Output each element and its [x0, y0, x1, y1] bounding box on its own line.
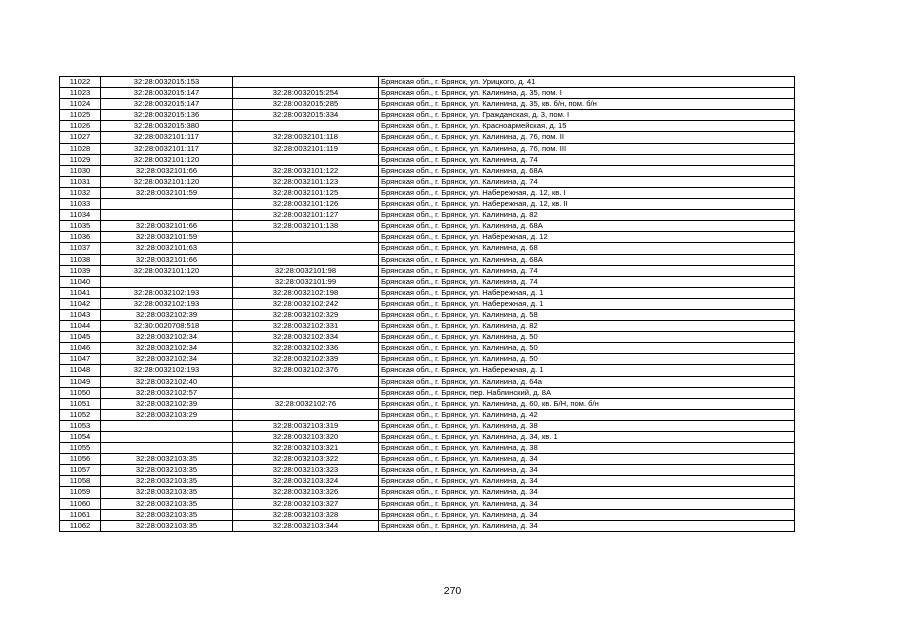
object-cadastral-number-cell: [233, 77, 379, 88]
row-number-cell: 11042: [60, 298, 101, 309]
register-table-body: [60, 77, 795, 532]
object-cadastral-number-cell: 32:28:0032103:320: [233, 432, 379, 443]
address-cell: Брянская обл., г. Брянск, ул. Калинина, д. 74: [379, 176, 795, 187]
land-cadastral-number-cell: 32:28:0032101:66: [101, 221, 233, 232]
land-cadastral-number-cell: 32:30:0020708:518: [101, 321, 233, 332]
row-number-cell: 11059: [60, 487, 101, 498]
object-cadastral-number-cell: 32:28:0032101:98: [233, 265, 379, 276]
land-cadastral-number-cell: 32:28:0032101:66: [101, 165, 233, 176]
object-cadastral-number-cell: 32:28:0032103:322: [233, 454, 379, 465]
land-cadastral-number-cell: [101, 420, 233, 431]
object-cadastral-number-cell: 32:28:0032015:285: [233, 99, 379, 110]
land-cadastral-number-cell: 32:28:0032101:59: [101, 187, 233, 198]
row-number-cell: 11039: [60, 265, 101, 276]
land-cadastral-number-cell: 32:28:0032103:29: [101, 409, 233, 420]
address-cell: Брянская обл., г. Брянск, ул. Калинина, д. 82: [379, 321, 795, 332]
land-cadastral-number-cell: 32:28:0032101:120: [101, 176, 233, 187]
object-cadastral-number-cell: 32:28:0032103:328: [233, 509, 379, 520]
address-cell: Брянская обл., г. Брянск, ул. Калинина, д. 38: [379, 420, 795, 431]
address-cell: Брянская обл., г. Брянск, ул. Калинина, д. 76, пом. III: [379, 143, 795, 154]
table-row: [60, 154, 795, 165]
table-row: [60, 343, 795, 354]
address-cell: Брянская обл., г. Брянск, ул. Красноармейская, д. 15: [379, 121, 795, 132]
row-number-cell: 11034: [60, 210, 101, 221]
object-cadastral-number-cell: [233, 154, 379, 165]
address-cell: Брянская обл., г. Брянск, ул. Калинина, д. 68А: [379, 165, 795, 176]
address-cell: Брянская обл., г. Брянск, ул. Урицкого, д. 41: [379, 77, 795, 88]
table-row: [60, 376, 795, 387]
row-number-cell: 11025: [60, 110, 101, 121]
land-cadastral-number-cell: 32:28:0032101:117: [101, 143, 233, 154]
object-cadastral-number-cell: 32:28:0032101:138: [233, 221, 379, 232]
address-cell: Брянская обл., г. Брянск, ул. Калинина, д. 35, кв. б/н, пом. б/н: [379, 99, 795, 110]
page-number: 270: [443, 585, 462, 597]
land-cadastral-number-cell: 32:28:0032102:34: [101, 343, 233, 354]
table-row: [60, 88, 795, 99]
table-row: [60, 354, 795, 365]
land-cadastral-number-cell: 32:28:0032015:136: [101, 110, 233, 121]
table-row: [60, 309, 795, 320]
address-cell: Брянская обл., г. Брянск, ул. Набережная, д. 12: [379, 232, 795, 243]
land-cadastral-number-cell: 32:28:0032102:193: [101, 287, 233, 298]
table-row: [60, 420, 795, 431]
row-number-cell: 11028: [60, 143, 101, 154]
object-cadastral-number-cell: 32:28:0032102:242: [233, 298, 379, 309]
table-row: [60, 298, 795, 309]
table-row: [60, 110, 795, 121]
row-number-cell: 11022: [60, 77, 101, 88]
table-row: [60, 176, 795, 187]
land-cadastral-number-cell: 32:28:0032102:34: [101, 332, 233, 343]
row-number-cell: 11062: [60, 520, 101, 531]
row-number-cell: 11038: [60, 254, 101, 265]
object-cadastral-number-cell: [233, 409, 379, 420]
row-number-cell: 11047: [60, 354, 101, 365]
address-cell: Брянская обл., г. Брянск, ул. Набережная, д. 12, кв. I: [379, 187, 795, 198]
table-row: [60, 221, 795, 232]
land-cadastral-number-cell: 32:28:0032101:120: [101, 265, 233, 276]
table-row: [60, 387, 795, 398]
object-cadastral-number-cell: [233, 121, 379, 132]
address-cell: Брянская обл., г. Брянск, ул. Калинина, д. 60, кв. Б/Н, пом. б/н: [379, 398, 795, 409]
address-cell: Брянская обл., г. Брянск, ул. Калинина, д. 42: [379, 409, 795, 420]
row-number-cell: 11046: [60, 343, 101, 354]
address-cell: Брянская обл., г. Брянск, пер. Наблинский, д. 8А: [379, 387, 795, 398]
row-number-cell: 11056: [60, 454, 101, 465]
land-cadastral-number-cell: [101, 199, 233, 210]
object-cadastral-number-cell: 32:28:0032102:329: [233, 309, 379, 320]
address-cell: Брянская обл., г. Брянск, ул. Калинина, д. 34: [379, 476, 795, 487]
land-cadastral-number-cell: 32:28:0032015:380: [101, 121, 233, 132]
address-cell: Брянская обл., г. Брянск, ул. Калинина, д. 68А: [379, 254, 795, 265]
row-number-cell: 11054: [60, 432, 101, 443]
table-row: [60, 332, 795, 343]
object-cadastral-number-cell: 32:28:0032103:323: [233, 465, 379, 476]
row-number-cell: 11035: [60, 221, 101, 232]
land-cadastral-number-cell: 32:28:0032102:193: [101, 298, 233, 309]
row-number-cell: 11061: [60, 509, 101, 520]
table-row: [60, 276, 795, 287]
address-cell: Брянская обл., г. Брянск, ул. Калинина, д. 50: [379, 332, 795, 343]
object-cadastral-number-cell: 32:28:0032101:123: [233, 176, 379, 187]
table-row: [60, 287, 795, 298]
land-cadastral-number-cell: 32:28:0032101:63: [101, 243, 233, 254]
row-number-cell: 11057: [60, 465, 101, 476]
address-cell: Брянская обл., г. Брянск, ул. Калинина, д. 34: [379, 465, 795, 476]
row-number-cell: 11045: [60, 332, 101, 343]
address-cell: Брянская обл., г. Брянск, ул. Набережная, д. 1: [379, 365, 795, 376]
address-cell: Брянская обл., г. Брянск, ул. Калинина, д. 35, пом. I: [379, 88, 795, 99]
row-number-cell: 11050: [60, 387, 101, 398]
table-row: [60, 476, 795, 487]
object-cadastral-number-cell: [233, 254, 379, 265]
table-row: [60, 265, 795, 276]
object-cadastral-number-cell: 32:28:0032103:319: [233, 420, 379, 431]
address-cell: Брянская обл., г. Брянск, ул. Калинина, д. 68: [379, 243, 795, 254]
land-cadastral-number-cell: 32:28:0032101:59: [101, 232, 233, 243]
address-cell: Брянская обл., г. Брянск, ул. Гражданская, д. 3, пом. I: [379, 110, 795, 121]
row-number-cell: 11053: [60, 420, 101, 431]
row-number-cell: 11052: [60, 409, 101, 420]
address-cell: Брянская обл., г. Брянск, ул. Набережная, д. 1: [379, 287, 795, 298]
row-number-cell: 11037: [60, 243, 101, 254]
table-row: [60, 520, 795, 531]
address-cell: Брянская обл., г. Брянск, ул. Калинина, д. 34: [379, 487, 795, 498]
row-number-cell: 11026: [60, 121, 101, 132]
object-cadastral-number-cell: 32:28:0032101:126: [233, 199, 379, 210]
table-row: [60, 243, 795, 254]
object-cadastral-number-cell: 32:28:0032102:376: [233, 365, 379, 376]
land-cadastral-number-cell: 32:28:0032101:120: [101, 154, 233, 165]
object-cadastral-number-cell: [233, 387, 379, 398]
land-cadastral-number-cell: 32:28:0032103:35: [101, 465, 233, 476]
address-cell: Брянская обл., г. Брянск, ул. Калинина, д. 34: [379, 509, 795, 520]
object-cadastral-number-cell: 32:28:0032103:344: [233, 520, 379, 531]
table-row: [60, 143, 795, 154]
table-row: [60, 187, 795, 198]
object-cadastral-number-cell: 32:28:0032102:336: [233, 343, 379, 354]
row-number-cell: 11031: [60, 176, 101, 187]
land-cadastral-number-cell: 32:28:0032101:66: [101, 254, 233, 265]
object-cadastral-number-cell: 32:28:0032101:125: [233, 187, 379, 198]
address-cell: Брянская обл., г. Брянск, ул. Набережная, д. 1: [379, 298, 795, 309]
address-cell: Брянская обл., г. Брянск, ул. Калинина, д. 50: [379, 354, 795, 365]
object-cadastral-number-cell: 32:28:0032015:334: [233, 110, 379, 121]
object-cadastral-number-cell: 32:28:0032101:118: [233, 132, 379, 143]
object-cadastral-number-cell: 32:28:0032102:334: [233, 332, 379, 343]
table-row: [60, 365, 795, 376]
row-number-cell: 11033: [60, 199, 101, 210]
table-row: [60, 409, 795, 420]
address-cell: Брянская обл., г. Брянск, ул. Калинина, д. 50: [379, 343, 795, 354]
land-cadastral-number-cell: 32:28:0032102:39: [101, 309, 233, 320]
row-number-cell: 11055: [60, 443, 101, 454]
object-cadastral-number-cell: 32:28:0032102:339: [233, 354, 379, 365]
land-cadastral-number-cell: 32:28:0032015:147: [101, 88, 233, 99]
object-cadastral-number-cell: 32:28:0032102:76: [233, 398, 379, 409]
land-cadastral-number-cell: 32:28:0032103:35: [101, 509, 233, 520]
object-cadastral-number-cell: 32:28:0032103:324: [233, 476, 379, 487]
table-row: [60, 498, 795, 509]
object-cadastral-number-cell: 32:28:0032101:122: [233, 165, 379, 176]
table-row: [60, 165, 795, 176]
object-cadastral-number-cell: 32:28:0032103:326: [233, 487, 379, 498]
land-cadastral-number-cell: 32:28:0032102:40: [101, 376, 233, 387]
address-cell: Брянская обл., г. Брянск, ул. Калинина, д. 34, кв. 1: [379, 432, 795, 443]
table-row: [60, 487, 795, 498]
table-row: [60, 199, 795, 210]
object-cadastral-number-cell: 32:28:0032103:327: [233, 498, 379, 509]
object-cadastral-number-cell: [233, 376, 379, 387]
table-row: [60, 509, 795, 520]
object-cadastral-number-cell: 32:28:0032101:119: [233, 143, 379, 154]
object-cadastral-number-cell: 32:28:0032102:331: [233, 321, 379, 332]
land-cadastral-number-cell: 32:28:0032103:35: [101, 454, 233, 465]
land-cadastral-number-cell: 32:28:0032102:39: [101, 398, 233, 409]
land-cadastral-number-cell: 32:28:0032103:35: [101, 498, 233, 509]
row-number-cell: 11048: [60, 365, 101, 376]
row-number-cell: 11023: [60, 88, 101, 99]
land-cadastral-number-cell: 32:28:0032102:193: [101, 365, 233, 376]
table-row: [60, 465, 795, 476]
land-cadastral-number-cell: 32:28:0032103:35: [101, 476, 233, 487]
table-row: [60, 77, 795, 88]
table-row: [60, 232, 795, 243]
address-cell: Брянская обл., г. Брянск, ул. Калинина, д. 82: [379, 210, 795, 221]
address-cell: Брянская обл., г. Брянск, ул. Калинина, д. 34: [379, 454, 795, 465]
row-number-cell: 11049: [60, 376, 101, 387]
row-number-cell: 11043: [60, 309, 101, 320]
object-cadastral-number-cell: [233, 243, 379, 254]
address-cell: Брянская обл., г. Брянск, ул. Набережная, д. 12, кв. II: [379, 199, 795, 210]
row-number-cell: 11027: [60, 132, 101, 143]
address-cell: Брянская обл., г. Брянск, ул. Калинина, д. 34: [379, 520, 795, 531]
table-row: [60, 454, 795, 465]
land-cadastral-number-cell: 32:28:0032102:34: [101, 354, 233, 365]
address-cell: Брянская обл., г. Брянск, ул. Калинина, д. 74: [379, 265, 795, 276]
address-cell: Брянская обл., г. Брянск, ул. Калинина, д. 74: [379, 276, 795, 287]
table-row: [60, 443, 795, 454]
table-row: [60, 321, 795, 332]
land-cadastral-number-cell: 32:28:0032103:35: [101, 487, 233, 498]
row-number-cell: 11044: [60, 321, 101, 332]
object-cadastral-number-cell: 32:28:0032103:321: [233, 443, 379, 454]
land-cadastral-number-cell: 32:28:0032103:35: [101, 520, 233, 531]
row-number-cell: 11051: [60, 398, 101, 409]
table-row: [60, 254, 795, 265]
row-number-cell: 11032: [60, 187, 101, 198]
address-cell: Брянская обл., г. Брянск, ул. Калинина, д. 64а: [379, 376, 795, 387]
land-cadastral-number-cell: [101, 432, 233, 443]
address-cell: Брянская обл., г. Брянск, ул. Калинина, д. 58: [379, 309, 795, 320]
table-row: [60, 210, 795, 221]
table-row: [60, 99, 795, 110]
table-row: [60, 121, 795, 132]
address-cell: Брянская обл., г. Брянск, ул. Калинина, д. 34: [379, 498, 795, 509]
row-number-cell: 11040: [60, 276, 101, 287]
address-cell: Брянская обл., г. Брянск, ул. Калинина, д. 74: [379, 154, 795, 165]
land-cadastral-number-cell: 32:28:0032101:117: [101, 132, 233, 143]
object-cadastral-number-cell: [233, 232, 379, 243]
property-register-table: [59, 76, 795, 532]
row-number-cell: 11060: [60, 498, 101, 509]
land-cadastral-number-cell: 32:28:0032015:147: [101, 99, 233, 110]
land-cadastral-number-cell: [101, 210, 233, 221]
row-number-cell: 11041: [60, 287, 101, 298]
land-cadastral-number-cell: 32:28:0032015:153: [101, 77, 233, 88]
row-number-cell: 11024: [60, 99, 101, 110]
table-row: [60, 132, 795, 143]
row-number-cell: 11036: [60, 232, 101, 243]
row-number-cell: 11029: [60, 154, 101, 165]
land-cadastral-number-cell: [101, 443, 233, 454]
land-cadastral-number-cell: 32:28:0032102:57: [101, 387, 233, 398]
object-cadastral-number-cell: 32:28:0032101:99: [233, 276, 379, 287]
row-number-cell: 11058: [60, 476, 101, 487]
row-number-cell: 11030: [60, 165, 101, 176]
address-cell: Брянская обл., г. Брянск, ул. Калинина, д. 76, пом. II: [379, 132, 795, 143]
address-cell: Брянская обл., г. Брянск, ул. Калинина, д. 38: [379, 443, 795, 454]
table-row: [60, 398, 795, 409]
address-cell: Брянская обл., г. Брянск, ул. Калинина, д. 68А: [379, 221, 795, 232]
object-cadastral-number-cell: 32:28:0032102:198: [233, 287, 379, 298]
object-cadastral-number-cell: 32:28:0032015:254: [233, 88, 379, 99]
table-row: [60, 432, 795, 443]
land-cadastral-number-cell: [101, 276, 233, 287]
object-cadastral-number-cell: 32:28:0032101:127: [233, 210, 379, 221]
